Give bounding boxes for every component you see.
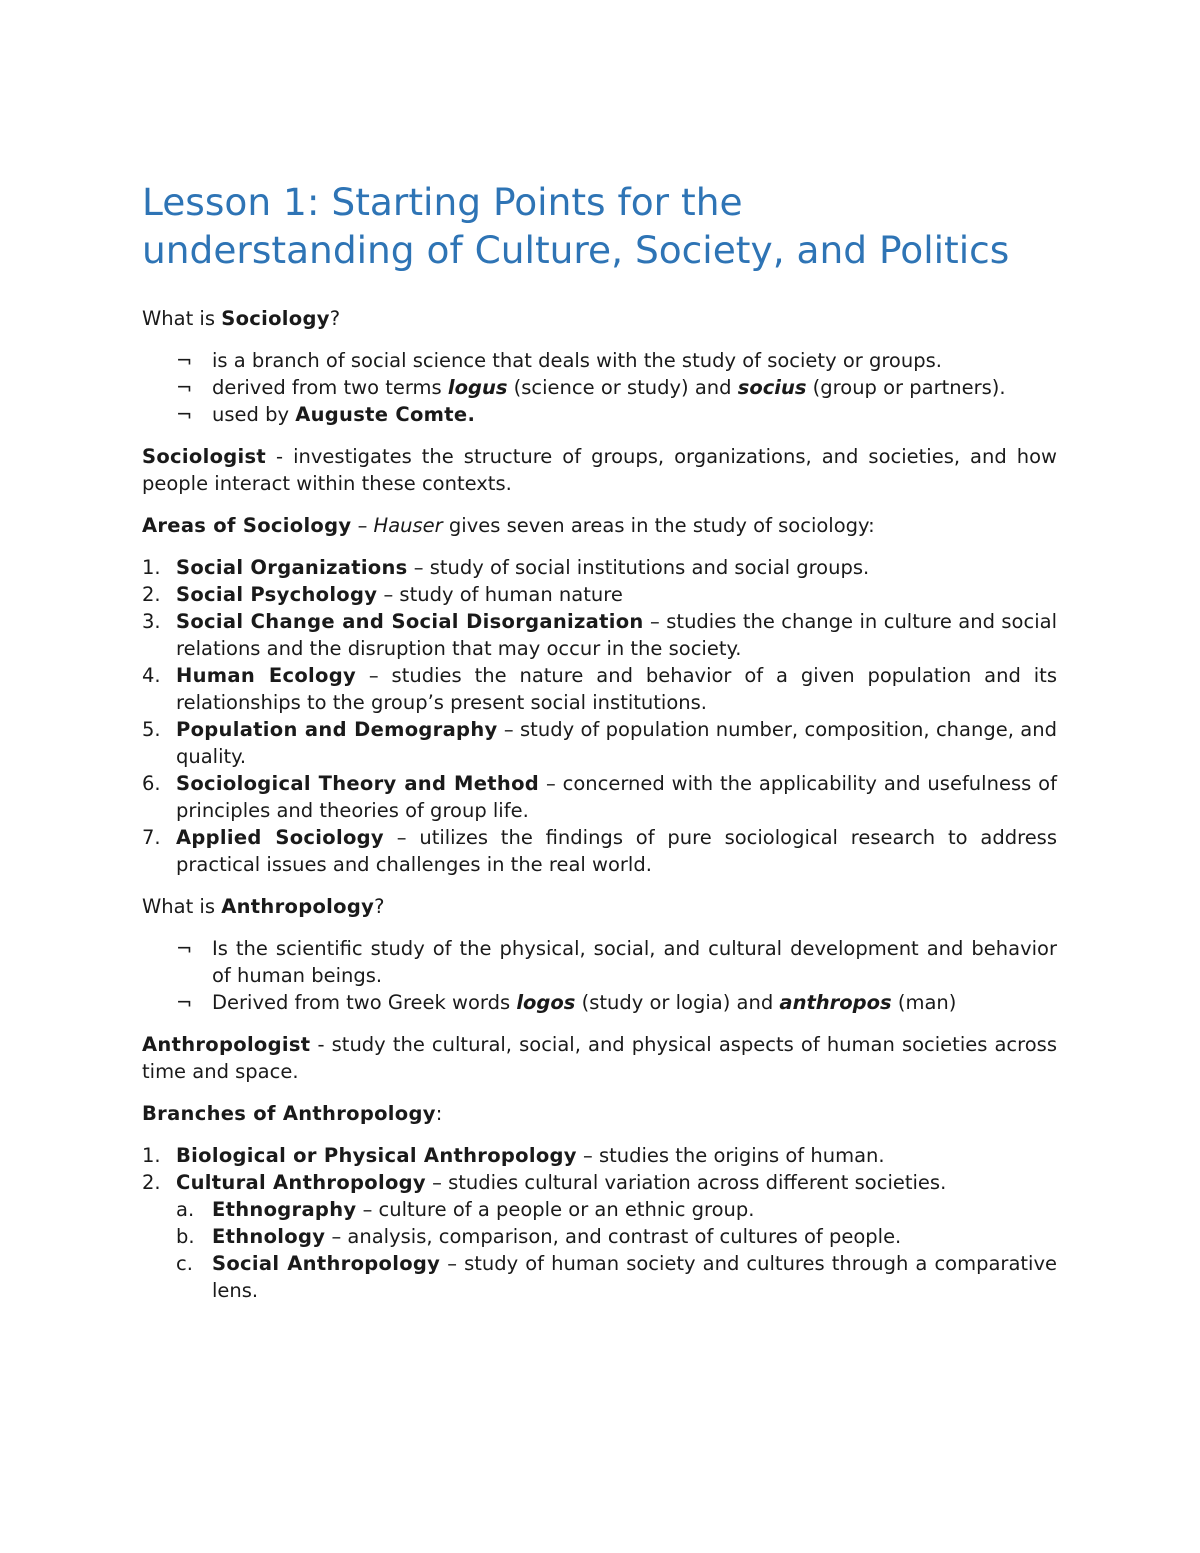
list-item: 6. Sociological Theory and Method – concerned with the applicability and usefulness of principles and theories of group life. [142, 772, 1057, 822]
lesson-title [142, 178, 1057, 274]
title-line-2: understanding of Culture, Society, and Politics [142, 228, 1010, 272]
list-item: b. Ethnology – analysis, comparison, and contrast of cultures of people. [176, 1225, 902, 1248]
bullet-mark: ¬ [176, 937, 193, 960]
sociology-term: Sociology [221, 307, 330, 330]
bullet-mark: ¬ [176, 376, 193, 399]
title-line-1: Lesson 1: Starting Points for the [142, 180, 743, 224]
list-item: 2. Cultural Anthropology – studies cultural variation across different societies. a. Ethnography – culture of a people or an ethnic group. b. Ethnology – analysis, comparison, and contrast of cultures of people. c. Social Anthropology – study of human society and cultures through a comparative lens. [142, 1171, 1057, 1302]
anthropologist-definition: Anthropologist - study the cultural, social, and physical aspects of human societies across time and space. [142, 1033, 1057, 1083]
areas-list [142, 554, 1057, 878]
list-item: ¬ is a branch of social science that deals with the study of society or groups. [176, 349, 942, 372]
anthropology-term: Anthropology [221, 895, 375, 918]
term-logos: logos [516, 991, 576, 1014]
term-socius: socius [737, 376, 807, 399]
list-item: 1. Social Organizations – study of social institutions and social groups. [142, 556, 870, 579]
list-item: ¬ Derived from two Greek words logos (study or logia) and anthropos (man) [176, 991, 957, 1014]
bullet-mark: ¬ [176, 403, 193, 426]
list-item: 7. Applied Sociology – utilizes the findings of pure sociological research to address practical issues and challenges in the real world. [142, 826, 1058, 876]
name-auguste-comte: Auguste Comte. [295, 403, 476, 426]
branches-heading: Branches of Anthropology: [142, 1102, 443, 1125]
list-item: 2. Social Psychology – study of human nature [142, 583, 623, 606]
list-item: ¬ used by Auguste Comte. [176, 403, 476, 426]
list-item: 3. Social Change and Social Disorganization – studies the change in culture and social relations and the disruption that may occur in the society. [142, 610, 1057, 660]
list-item: 1. Biological or Physical Anthropology – studies the origins of human. [142, 1144, 885, 1167]
list-item: ¬ Is the scientific study of the physical, social, and cultural development and behavior of human beings. [176, 937, 1057, 987]
sociology-bullets [142, 347, 1057, 428]
term-anthropos: anthropos [779, 991, 892, 1014]
list-item: 5. Population and Demography – study of population number, composition, change, and quality. [142, 718, 1057, 768]
branches-list [142, 1142, 1057, 1304]
document-body [142, 178, 1057, 1304]
sociology-question: What is Sociology? [142, 307, 341, 330]
list-item: a. Ethnography – culture of a people or an ethnic group. [176, 1198, 755, 1221]
list-item: 4. Human Ecology – studies the nature and behavior of a given population and its relationships to the group’s present social institutions. [142, 664, 1057, 714]
sociologist-definition: Sociologist - investigates the structure of groups, organizations, and societies, and how people interact within these contexts. [142, 445, 1057, 495]
list-item: ¬ derived from two terms logus (science or study) and socius (group or partners). [176, 376, 1006, 399]
cultural-anthropology-sublist [176, 1196, 1057, 1304]
term-logus: logus [447, 376, 508, 399]
bullet-mark: ¬ [176, 349, 193, 372]
list-item: c. Social Anthropology – study of human society and cultures through a comparative lens. [176, 1252, 1057, 1302]
anthropology-question: What is Anthropology? [142, 895, 385, 918]
anthropology-bullets [142, 935, 1057, 1016]
areas-heading: Areas of Sociology – Hauser gives seven areas in the study of sociology: [142, 514, 875, 537]
bullet-mark: ¬ [176, 991, 193, 1014]
